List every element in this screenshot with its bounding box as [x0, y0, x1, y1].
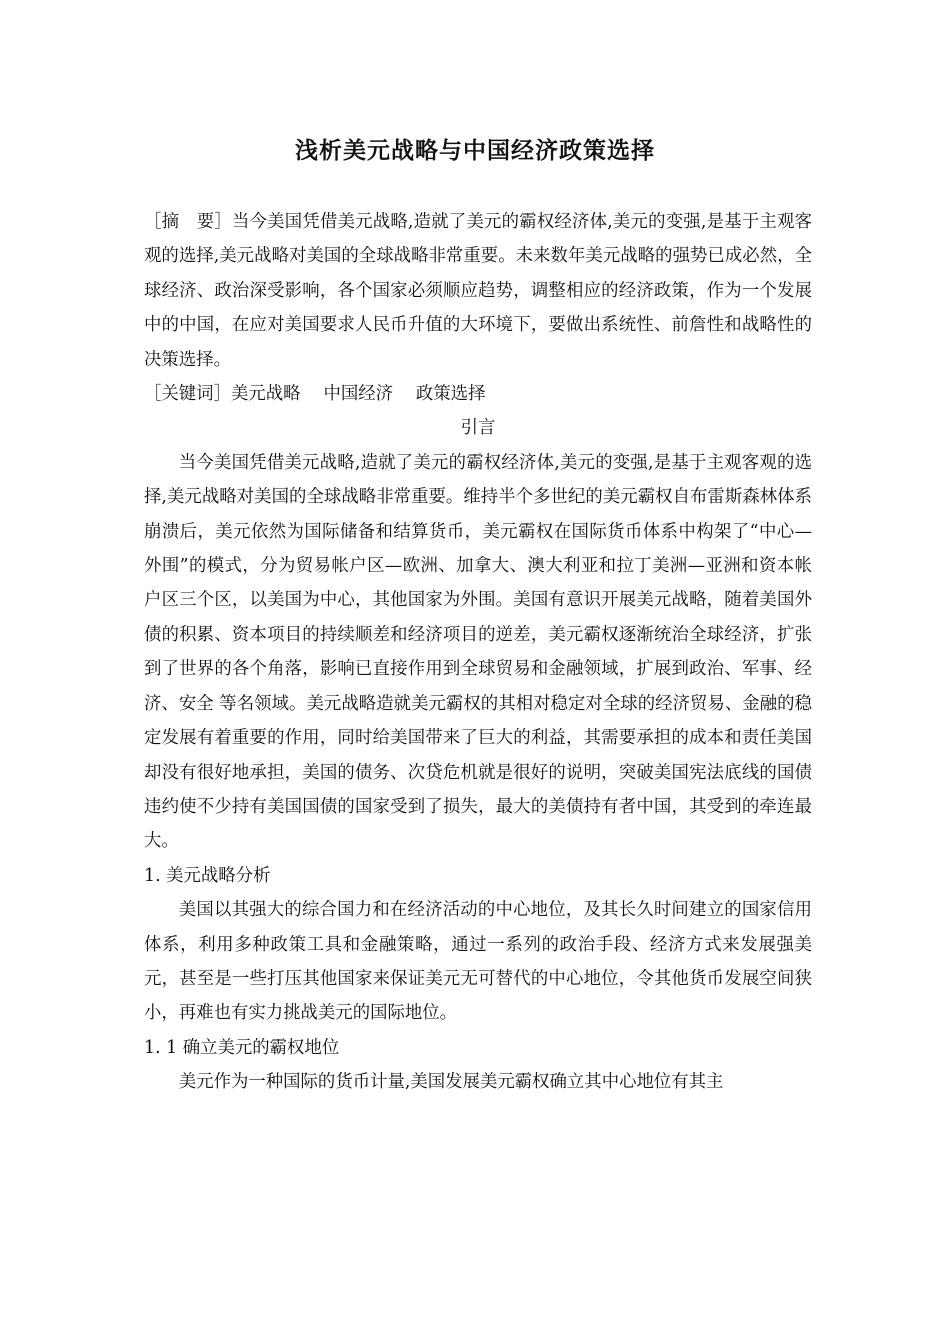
abstract-text: 当今美国凭借美元战略,造就了美元的霸权经济体,美元的变强,是基于主观客观的选择,美元战略对美国的全球战略非常重要。未来数年美元战略的强势已成必然，全球经济、政治深受影响，各个国家必须顺应趋势，调整相应的经济政策，作为一个发展中的中国，在应对美国要求人民币升值的大环境下，要做出系统性、前詹性和战略性的决策选择。	[144, 212, 812, 370]
abstract-paragraph	[144, 205, 812, 377]
keywords-paragraph	[144, 377, 812, 411]
document-title: 浅析美元战略与中国经济政策选择	[295, 138, 655, 164]
document-body	[144, 205, 812, 1100]
section-1-1-heading: 1. 1 确立美元的霸权地位	[144, 1037, 340, 1058]
section-1-heading: 1. 美元战略分析	[144, 865, 271, 886]
abstract-label: ［摘 要］	[144, 212, 232, 232]
intro-paragraph: 当今美国凭借美元战略,造就了美元的霸权经济体,美元的变强,是基于主观客观的选择,美元战略对美国的全球战略非常重要。维持半个多世纪的美元霸权自布雷斯森林体系崩溃后，美元依然为国际储备和结算货币，美元霸权在国际货币体系中构架了“中心—外围”的模式，分为贸易帐户区—欧洲、加拿大、澳大利亚和拉丁美洲—亚洲和资本帐户区三个区，以美国为中心，其他国家为外围。美国有意识开展美元战略，随着美国外债的积累、资本项目的持续顺差和经济项目的逆差，美元霸权逐渐统治全球经济，扩张到了世界的各个角落，影响已直接作用到全球贸易和金融领域，扩展到政治、军事、经济、安全 等名领域。美元战略造就美元霸权的其相对稳定对全球的经济贸易、金融的稳定发展有着重要的作用，同时给美国带来了巨大的利益，其需要承担的成本和责任美国却没有很好地承担，美国的债务、次贷危机就是很好的说明，突破美国宪法底线的国债违约使不少持有美国国债的国家受到了损失，最大的美债持有者中国，其受到的牵连最大。	[144, 452, 812, 852]
section-1-paragraph: 美国以其强大的综合国力和在经济活动的中心地位，及其长久时间建立的国家信用体系，利用多种政策工具和金融策略，通过一系列的政治手段、经济方式来发展强美元，甚至是一些打压其他国家来保证美元无可替代的中心地位，令其他货币发展空间狭小，再难也有实力挑战美元的国际地位。	[144, 900, 812, 1024]
keywords-label: ［关键词］	[144, 384, 231, 405]
keywords-text: 美元战略 中国经济 政策选择	[230, 384, 486, 405]
intro-heading: 引言	[460, 418, 496, 439]
section-1-1-paragraph: 美元作为一种国际的货币计量,美国发展美元霸权确立其中心地位有其主	[178, 1072, 724, 1093]
